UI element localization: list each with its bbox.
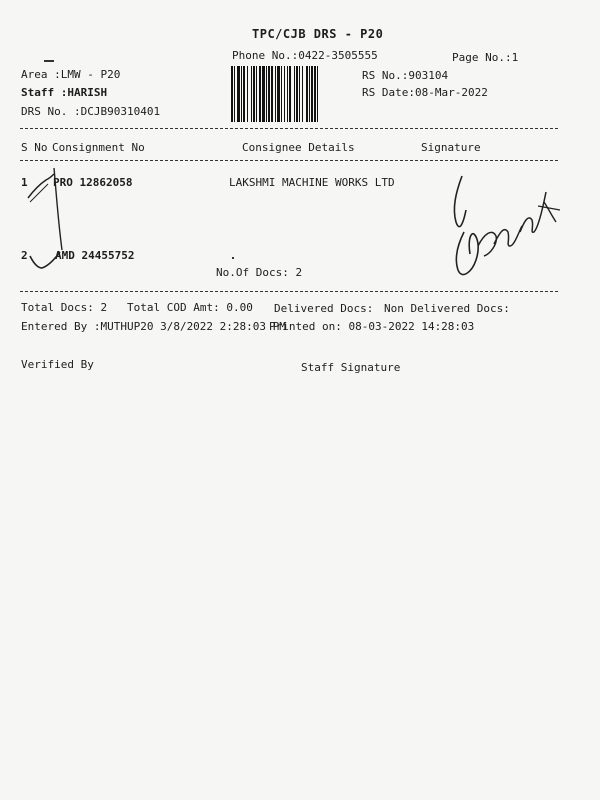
rs-date: RS Date:08-Mar-2022 [362, 86, 488, 99]
rs-number: RS No.:903104 [362, 69, 449, 82]
row-serial: 1 [21, 176, 28, 189]
barcode-image [231, 66, 353, 122]
verified-by-label: Verified By [21, 358, 94, 371]
header-divider [20, 128, 558, 129]
consignee-signature [448, 162, 568, 292]
scan-speck [232, 257, 234, 259]
document-title: TPC/CJB DRS - P20 [252, 27, 384, 41]
total-cod-amount: Total COD Amt: 0.00 [127, 301, 253, 314]
column-header-sno: S No [21, 141, 48, 154]
drs-number: DRS No. :DCJB90310401 [21, 105, 161, 118]
column-header-signature: Signature [421, 141, 481, 154]
scan-speck [44, 60, 54, 62]
non-delivered-docs: Non Delivered Docs: [384, 302, 510, 315]
entered-by: Entered By :MUTHUP20 3/8/2022 2:28:03 PM [21, 320, 286, 333]
staff-field: Staff :HARISH [21, 86, 108, 99]
page-number: Page No.:1 [452, 51, 519, 64]
total-docs: Total Docs: 2 [21, 301, 108, 314]
column-header-consignee: Consignee Details [242, 141, 355, 154]
delivered-docs: Delivered Docs: [274, 302, 374, 315]
table-header-divider [20, 160, 558, 161]
row-serial: 2 [21, 249, 28, 262]
staff-signature-label: Staff Signature [301, 361, 401, 374]
tick-mark [26, 244, 66, 274]
row-consignee: LAKSHMI MACHINE WORKS LTD [229, 176, 395, 189]
table-footer-divider [20, 291, 558, 292]
printed-on: Printed on: 08-03-2022 14:28:03 [269, 320, 475, 333]
row-consignment-no: AMD 24455752 [55, 249, 135, 262]
area-field: Area :LMW - P20 [21, 68, 121, 81]
phone-number: Phone No.:0422-3505555 [232, 49, 378, 62]
row-consignment-no: PRO 12862058 [53, 176, 133, 189]
column-header-consignment: Consignment No [52, 141, 145, 154]
number-of-docs: No.Of Docs: 2 [216, 266, 303, 279]
